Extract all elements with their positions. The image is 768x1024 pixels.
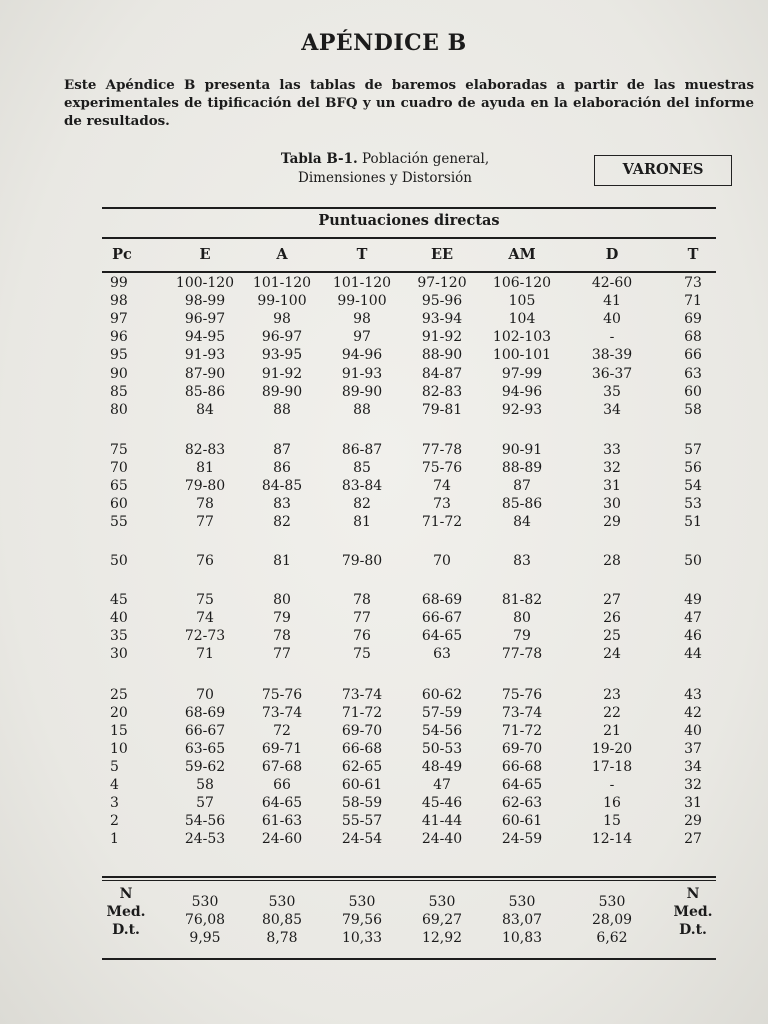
table-cell: 84-85 <box>261 478 303 494</box>
table-cell: 99-100 <box>257 293 307 309</box>
column-header-5: AM <box>508 246 536 263</box>
table-cell: 44 <box>684 646 702 662</box>
table-cell: 47 <box>433 777 451 793</box>
footer-cell: 8,78 <box>266 930 298 946</box>
table-cell: 26 <box>603 610 621 626</box>
table-cell: 81 <box>273 553 291 569</box>
footer-cell: 530 <box>428 894 456 910</box>
table-cell: 84 <box>196 402 214 418</box>
table-cell: 79-80 <box>184 478 226 494</box>
table-cell: 104 <box>508 311 536 327</box>
table-cell: 71-72 <box>421 514 463 530</box>
table-cell: 54-56 <box>184 813 226 829</box>
table-cell: 24-60 <box>261 831 303 847</box>
footer-cell: 9,95 <box>189 930 221 946</box>
column-header-0: Pc <box>112 246 132 263</box>
table-cell: 63 <box>684 366 702 382</box>
table-cell: 73 <box>433 496 451 512</box>
footer-label-left: N <box>119 886 133 902</box>
footer-label-right: Med. <box>673 904 713 920</box>
table-cell: 57-59 <box>421 705 463 721</box>
table-cell: 48-49 <box>421 759 463 775</box>
table-subheader-rule <box>102 237 716 239</box>
table-cell: 37 <box>684 741 702 757</box>
table-cell: 97-120 <box>417 275 467 291</box>
table-cell: 15 <box>603 813 621 829</box>
table-footer-top-rule-2 <box>102 880 716 881</box>
percentile-cell: 65 <box>110 478 128 494</box>
table-cell: 61-63 <box>261 813 303 829</box>
table-cell: 28 <box>603 553 621 569</box>
percentile-cell: 98 <box>110 293 128 309</box>
table-cell: 36-37 <box>591 366 633 382</box>
table-cell: 33 <box>603 442 621 458</box>
table-cell: 101-120 <box>252 275 312 291</box>
table-cell: 84 <box>513 514 531 530</box>
table-cell: 64-65 <box>261 795 303 811</box>
table-cell: 91-93 <box>341 366 383 382</box>
table-cell: 24-40 <box>421 831 463 847</box>
table-cell: 66 <box>273 777 291 793</box>
table-cell: 69-71 <box>261 741 303 757</box>
table-cell: 87-90 <box>184 366 226 382</box>
table-cell: 68 <box>684 329 702 345</box>
percentile-cell: 35 <box>110 628 128 644</box>
table-cell: 94-95 <box>184 329 226 345</box>
footer-cell: 83,07 <box>501 912 543 928</box>
table-cell: 71 <box>196 646 214 662</box>
table-caption-line1: Población general, <box>357 151 490 167</box>
table-cell: 82-83 <box>184 442 226 458</box>
table-cell: 75 <box>353 646 371 662</box>
percentile-cell: 55 <box>110 514 128 530</box>
table-cell: 77-78 <box>501 646 543 662</box>
table-cell: 79 <box>513 628 531 644</box>
table-header-rule <box>102 271 716 273</box>
table-cell: 99-100 <box>337 293 387 309</box>
table-cell: 71-72 <box>501 723 543 739</box>
table-cell: 58 <box>684 402 702 418</box>
table-cell: 79-80 <box>341 553 383 569</box>
table-cell: 98-99 <box>184 293 226 309</box>
percentile-cell: 95 <box>110 347 128 363</box>
table-cell: 96-97 <box>184 311 226 327</box>
percentile-cell: 1 <box>110 831 119 847</box>
percentile-cell: 3 <box>110 795 119 811</box>
table-cell: 29 <box>684 813 702 829</box>
table-cell: 91-93 <box>184 347 226 363</box>
table-cell: 47 <box>684 610 702 626</box>
table-cell: 73 <box>684 275 702 291</box>
table-cell: 82 <box>353 496 371 512</box>
percentile-cell: 20 <box>110 705 128 721</box>
table-cell: 30 <box>603 496 621 512</box>
table-cell: 105 <box>508 293 536 309</box>
table-cell: 88 <box>353 402 371 418</box>
table-cell: 31 <box>684 795 702 811</box>
table-cell: 73-74 <box>341 687 383 703</box>
table-cell: 63 <box>433 646 451 662</box>
table-cell: 91-92 <box>261 366 303 382</box>
table-cell: 57 <box>684 442 702 458</box>
percentile-cell: 60 <box>110 496 128 512</box>
table-cell: 17-18 <box>591 759 633 775</box>
table-cell: 27 <box>684 831 702 847</box>
table-cell: 91-92 <box>421 329 463 345</box>
column-header-4: EE <box>430 246 454 263</box>
table-cell: 75 <box>196 592 214 608</box>
percentile-cell: 25 <box>110 687 128 703</box>
table-cell: 70 <box>196 687 214 703</box>
table-cell: 100-101 <box>492 347 552 363</box>
percentile-cell: 4 <box>110 777 119 793</box>
table-cell: 94-96 <box>501 384 543 400</box>
percentile-cell: 75 <box>110 442 128 458</box>
table-cell: 60-61 <box>341 777 383 793</box>
table-cell: 45-46 <box>421 795 463 811</box>
table-cell: 69-70 <box>341 723 383 739</box>
table-cell: 40 <box>603 311 621 327</box>
percentile-cell: 96 <box>110 329 128 345</box>
table-cell: 74 <box>433 478 451 494</box>
footer-cell: 10,33 <box>341 930 383 946</box>
column-header-3: T <box>356 246 368 263</box>
table-cell: 93-95 <box>261 347 303 363</box>
table-cell: 80 <box>273 592 291 608</box>
footer-label-right: N <box>686 886 700 902</box>
percentile-cell: 5 <box>110 759 119 775</box>
column-header-2: A <box>276 246 288 263</box>
table-cell: 50-53 <box>421 741 463 757</box>
table-cell: 78 <box>196 496 214 512</box>
table-cell: 87 <box>513 478 531 494</box>
table-cell: 73-74 <box>261 705 303 721</box>
table-cell: 100-120 <box>175 275 235 291</box>
table-cell: 51 <box>684 514 702 530</box>
table-cell: 60-62 <box>421 687 463 703</box>
table-cell: 41-44 <box>421 813 463 829</box>
footer-cell: 530 <box>598 894 626 910</box>
table-cell: 97-99 <box>501 366 543 382</box>
percentile-cell: 40 <box>110 610 128 626</box>
footer-label-left: Med. <box>106 904 146 920</box>
table-cell: 42 <box>684 705 702 721</box>
percentile-cell: 85 <box>110 384 128 400</box>
column-header-6: D <box>605 246 619 263</box>
table-cell: 88 <box>273 402 291 418</box>
table-cell: 24-59 <box>501 831 543 847</box>
footer-label-right: D.t. <box>679 922 707 938</box>
table-cell: 72 <box>273 723 291 739</box>
table-cell: 74 <box>196 610 214 626</box>
table-cell: 77 <box>353 610 371 626</box>
table-cell: 87 <box>273 442 291 458</box>
table-cell: 81-82 <box>501 592 543 608</box>
table-cell: - <box>609 329 615 345</box>
table-cell: 73-74 <box>501 705 543 721</box>
footer-cell: 10,83 <box>501 930 543 946</box>
table-cell: 43 <box>684 687 702 703</box>
table-cell: 32 <box>684 777 702 793</box>
table-cell: 66-68 <box>501 759 543 775</box>
table-cell: 76 <box>353 628 371 644</box>
table-cell: 77 <box>196 514 214 530</box>
table-footer-top-rule <box>102 876 716 878</box>
table-cell: 42-60 <box>591 275 633 291</box>
table-cell: 76 <box>196 553 214 569</box>
table-cell: 19-20 <box>591 741 633 757</box>
appendix-title: APÉNDICE B <box>301 30 467 56</box>
table-cell: 59-62 <box>184 759 226 775</box>
table-caption-label: Tabla B-1. <box>280 151 358 167</box>
table-cell: 66 <box>684 347 702 363</box>
table-cell: 75-76 <box>501 687 543 703</box>
footer-cell: 530 <box>268 894 296 910</box>
table-cell: 24 <box>603 646 621 662</box>
table-cell: 79 <box>273 610 291 626</box>
table-cell: 98 <box>273 311 291 327</box>
table-cell: 77-78 <box>421 442 463 458</box>
footer-cell: 76,08 <box>184 912 226 928</box>
table-cell: 93-94 <box>421 311 463 327</box>
table-cell: 68-69 <box>421 592 463 608</box>
table-cell: 72-73 <box>184 628 226 644</box>
table-cell: 78 <box>273 628 291 644</box>
table-cell: 62-63 <box>501 795 543 811</box>
percentile-cell: 15 <box>110 723 128 739</box>
table-cell: 35 <box>603 384 621 400</box>
table-cell: 21 <box>603 723 621 739</box>
footer-cell: 80,85 <box>261 912 303 928</box>
table-cell: 78 <box>353 592 371 608</box>
table-cell: 55-57 <box>341 813 383 829</box>
table-bottom-rule <box>102 958 716 960</box>
table-cell: 53 <box>684 496 702 512</box>
percentile-cell: 45 <box>110 592 128 608</box>
table-caption <box>250 150 520 188</box>
table-cell: 81 <box>353 514 371 530</box>
table-cell: 24-53 <box>184 831 226 847</box>
footer-cell: 530 <box>348 894 376 910</box>
table-cell: 58-59 <box>341 795 383 811</box>
table-cell: 29 <box>603 514 621 530</box>
table-cell: 12-14 <box>591 831 633 847</box>
table-caption-line2: Dimensiones y Distorsión <box>298 170 472 186</box>
table-cell: 79-81 <box>421 402 463 418</box>
table-cell: 86-87 <box>341 442 383 458</box>
table-cell: 25 <box>603 628 621 644</box>
table-cell: 40 <box>684 723 702 739</box>
table-cell: 92-93 <box>501 402 543 418</box>
table-cell: 75-76 <box>421 460 463 476</box>
table-cell: 101-120 <box>332 275 392 291</box>
table-cell: 56 <box>684 460 702 476</box>
table-cell: 69 <box>684 311 702 327</box>
table-cell: 89-90 <box>261 384 303 400</box>
table-cell: 66-68 <box>341 741 383 757</box>
table-cell: 41 <box>603 293 621 309</box>
table-cell: 24-54 <box>341 831 383 847</box>
table-cell: 82-83 <box>421 384 463 400</box>
table-cell: 90-91 <box>501 442 543 458</box>
percentile-cell: 99 <box>110 275 128 291</box>
table-cell: 83 <box>513 553 531 569</box>
column-header-1: E <box>199 246 211 263</box>
percentile-cell: 2 <box>110 813 119 829</box>
table-cell: 68-69 <box>184 705 226 721</box>
table-cell: 46 <box>684 628 702 644</box>
table-cell: 49 <box>684 592 702 608</box>
table-cell: 85 <box>353 460 371 476</box>
table-cell: 94-96 <box>341 347 383 363</box>
table-cell: 67-68 <box>261 759 303 775</box>
table-cell: 57 <box>196 795 214 811</box>
table-cell: 27 <box>603 592 621 608</box>
table-cell: 64-65 <box>421 628 463 644</box>
table-cell: 83 <box>273 496 291 512</box>
table-cell: 60 <box>684 384 702 400</box>
table-cell: 85-86 <box>501 496 543 512</box>
table-cell: 62-65 <box>341 759 383 775</box>
group-badge: VARONES <box>594 155 732 186</box>
table-cell: 82 <box>273 514 291 530</box>
table-cell: 75-76 <box>261 687 303 703</box>
percentile-cell: 80 <box>110 402 128 418</box>
footer-cell: 79,56 <box>341 912 383 928</box>
percentile-cell: 97 <box>110 311 128 327</box>
table-cell: 22 <box>603 705 621 721</box>
table-cell: 95-96 <box>421 293 463 309</box>
table-cell: 34 <box>684 759 702 775</box>
table-cell: 77 <box>273 646 291 662</box>
table-cell: 16 <box>603 795 621 811</box>
table-cell: 70 <box>433 553 451 569</box>
footer-cell: 12,92 <box>421 930 463 946</box>
table-cell: 71-72 <box>341 705 383 721</box>
table-cell: 97 <box>353 329 371 345</box>
table-cell: 66-67 <box>421 610 463 626</box>
table-cell: 102-103 <box>492 329 552 345</box>
percentile-cell: 10 <box>110 741 128 757</box>
table-cell: 71 <box>684 293 702 309</box>
table-subheader: Puntuaciones directas <box>318 212 500 229</box>
footer-cell: 530 <box>508 894 536 910</box>
table-cell: 81 <box>196 460 214 476</box>
table-cell: 66-67 <box>184 723 226 739</box>
footer-cell: 530 <box>191 894 219 910</box>
percentile-cell: 30 <box>110 646 128 662</box>
table-cell: 88-90 <box>421 347 463 363</box>
table-cell: 98 <box>353 311 371 327</box>
table-cell: 88-89 <box>501 460 543 476</box>
table-cell: 54-56 <box>421 723 463 739</box>
table-cell: 23 <box>603 687 621 703</box>
table-cell: 60-61 <box>501 813 543 829</box>
table-cell: 64-65 <box>501 777 543 793</box>
table-cell: 85-86 <box>184 384 226 400</box>
table-cell: 31 <box>603 478 621 494</box>
table-cell: 80 <box>513 610 531 626</box>
table-cell: 50 <box>684 553 702 569</box>
table-cell: 96-97 <box>261 329 303 345</box>
table-cell: 83-84 <box>341 478 383 494</box>
footer-cell: 6,62 <box>596 930 628 946</box>
table-cell: 69-70 <box>501 741 543 757</box>
table-cell: 54 <box>684 478 702 494</box>
table-cell: 32 <box>603 460 621 476</box>
table-cell: 38-39 <box>591 347 633 363</box>
footer-label-left: D.t. <box>112 922 140 938</box>
table-cell: 84-87 <box>421 366 463 382</box>
table-cell: 89-90 <box>341 384 383 400</box>
table-cell: - <box>609 777 615 793</box>
table-top-rule <box>102 207 716 209</box>
column-header-7: T <box>687 246 699 263</box>
percentile-cell: 90 <box>110 366 128 382</box>
footer-cell: 69,27 <box>421 912 463 928</box>
footer-cell: 28,09 <box>591 912 633 928</box>
table-cell: 58 <box>196 777 214 793</box>
table-cell: 106-120 <box>492 275 552 291</box>
table-cell: 63-65 <box>184 741 226 757</box>
percentile-cell: 50 <box>110 553 128 569</box>
percentile-cell: 70 <box>110 460 128 476</box>
intro-paragraph: Este Apéndice B presenta las tablas de baremos elaboradas a partir de las muestras experimentales de tipificación del BFQ y un cuadro de ayuda en la elaboración del informe de resultados. <box>64 77 754 129</box>
table-cell: 34 <box>603 402 621 418</box>
table-cell: 86 <box>273 460 291 476</box>
